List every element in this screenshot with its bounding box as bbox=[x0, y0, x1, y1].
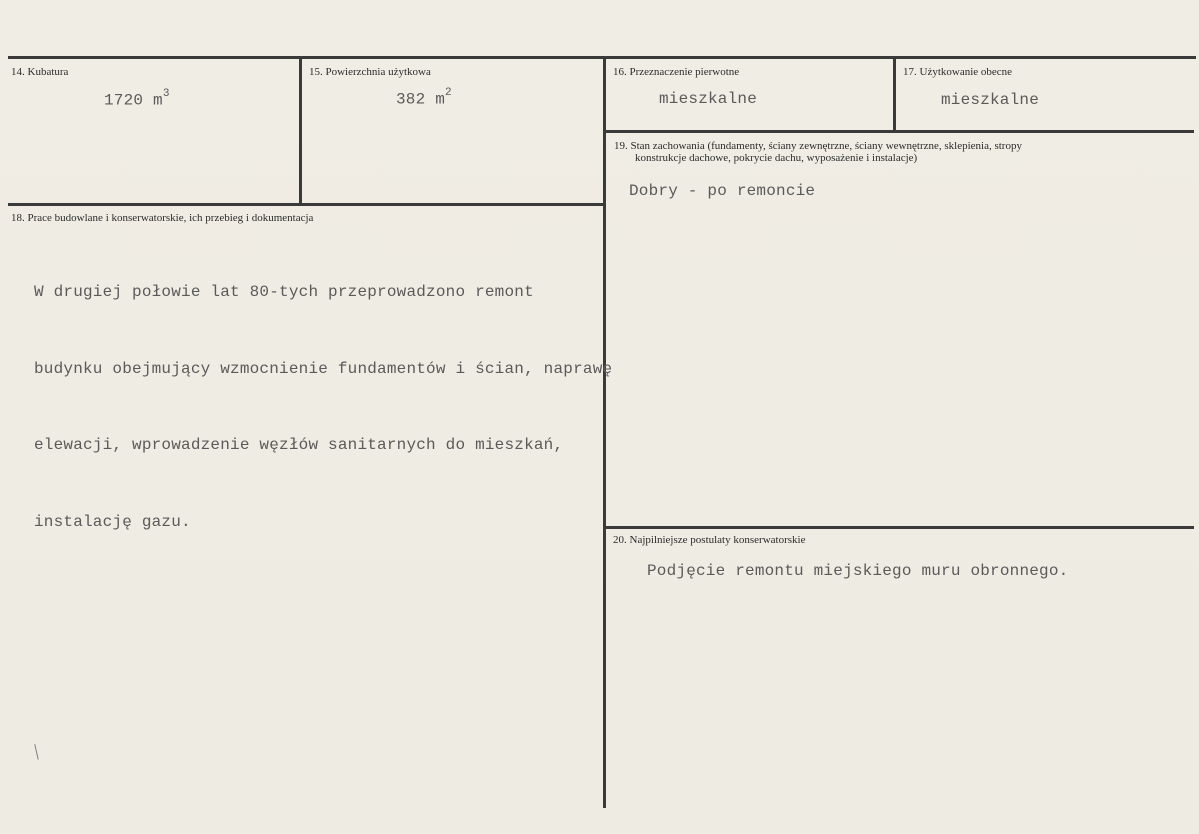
rule-above-18 bbox=[8, 203, 604, 206]
field-18-label: 18. Prace budowlane i konserwatorskie, ich przebieg i dokumentacja bbox=[11, 212, 314, 224]
field-15-superscript: 2 bbox=[445, 87, 452, 99]
field-18-line-3: elewacji, wprowadzenie węzłów sanitarnych do mieszkań, bbox=[34, 436, 564, 454]
field-16-label: 16. Przeznaczenie pierwotne bbox=[613, 66, 740, 78]
field-14-number: 1720 m bbox=[104, 91, 163, 110]
field-19-value: Dobry - po remoncie bbox=[629, 182, 816, 200]
field-18-paragraph bbox=[34, 229, 612, 586]
stray-pencil-mark: ╱ bbox=[29, 744, 44, 760]
divider-14-15 bbox=[299, 58, 302, 203]
field-17-label: 17. Użytkowanie obecne bbox=[903, 66, 1013, 78]
field-19-label-line2: konstrukcje dachowe, pokrycie dachu, wyposażenie i instalacje) bbox=[635, 152, 918, 164]
divider-16-17 bbox=[893, 58, 896, 130]
field-14-superscript: 3 bbox=[162, 88, 170, 100]
rule-above-20 bbox=[606, 526, 1194, 529]
field-14-value bbox=[104, 90, 170, 109]
field-15-number: 382 m bbox=[396, 90, 446, 109]
field-16-value: mieszkalne bbox=[659, 90, 758, 108]
field-19-label-line1: 19. Stan zachowania (fundamenty, ściany zewnętrzne, ściany wewnętrzne, sklepienia, stropy bbox=[614, 140, 1022, 152]
field-20-value: Podjęcie remontu miejskiego muru obronnego. bbox=[647, 562, 1069, 580]
field-17-value: mieszkalne bbox=[941, 91, 1040, 109]
field-15-value bbox=[396, 89, 452, 108]
top-rule bbox=[8, 56, 1196, 59]
field-18-line-4: instalację gazu. bbox=[34, 512, 191, 531]
field-18-line-1: W drugiej połowie lat 80-tych przeprowadzono remont bbox=[34, 283, 534, 301]
field-18-line-2: budynku obejmujący wzmocnienie fundamentów i ścian, naprawę bbox=[34, 359, 613, 378]
rule-below-16-17 bbox=[606, 130, 1194, 133]
field-20-label: 20. Najpilniejsze postulaty konserwatorskie bbox=[613, 534, 806, 546]
field-14-label: 14. Kubatura bbox=[11, 66, 69, 78]
field-15-label: 15. Powierzchnia użytkowa bbox=[309, 66, 431, 78]
